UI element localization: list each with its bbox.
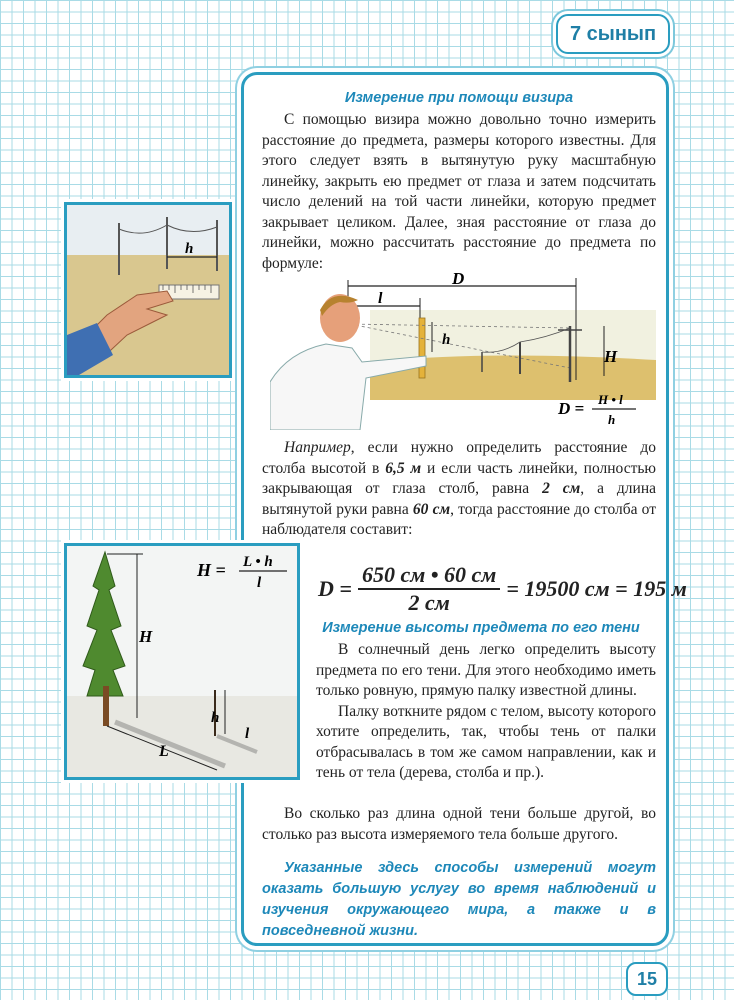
calc-lhs: D = bbox=[318, 576, 352, 601]
boy-formula-den: h bbox=[608, 412, 616, 427]
example-paragraph bbox=[262, 438, 656, 541]
calc-fraction bbox=[358, 562, 500, 616]
figure-boy-sighting bbox=[270, 270, 656, 430]
ruler-label-h: h bbox=[185, 241, 194, 257]
tree-formula-num: L • h bbox=[243, 554, 273, 570]
figure-ruler-frame bbox=[64, 202, 232, 378]
sight-paragraph: С помощью визира можно довольно точно измерить расстояние до предмета, размеры которого известны. Для этого следует взять в вытянутую руку масштабную линейку, закрыть ею предмет от глаза и затем подсчитать число делений на той части линейки, которую предмет закрывает целиком. Далее, зная расстояние от глаза до линейки, можно рассчитать расстояние до предмета по формуле: bbox=[262, 111, 656, 272]
example-part: 2 см bbox=[542, 480, 581, 497]
grade-badge bbox=[556, 14, 670, 54]
section-paragraph-sight bbox=[262, 110, 656, 274]
boy-label-h: h bbox=[442, 332, 451, 348]
example-text-1: , если нужно определить расстояние до столба высотой в bbox=[262, 439, 656, 477]
boy-label-D: D bbox=[452, 270, 465, 288]
example-height: 6,5 м bbox=[385, 459, 422, 477]
page-number-label: 15 bbox=[636, 968, 658, 989]
conclusion-text bbox=[262, 858, 656, 942]
section-heading-shadow: Измерение высоты предмета по его тени bbox=[322, 620, 640, 636]
calc-denominator: 2 см bbox=[408, 590, 450, 615]
tree-label-h: h bbox=[211, 710, 220, 726]
example-lead: Например bbox=[284, 439, 351, 456]
example-text-4: , тогда расстояние до столба от наблюдателя составит: bbox=[262, 500, 656, 538]
tree-label-L: L bbox=[159, 743, 169, 760]
calc-numerator: 650 см • 60 см bbox=[358, 562, 500, 590]
conclusion-paragraph: Указанные здесь способы измерений могут оказать большую услугу во время наблюдений и изучения окружающего мира, а также и в повседневной жизни. bbox=[262, 860, 656, 939]
tree-label-l: l bbox=[245, 726, 250, 742]
figure-tree-frame bbox=[64, 543, 300, 780]
tree-formula-lhs: H = bbox=[197, 560, 226, 580]
section-paragraphs-shadow bbox=[316, 640, 656, 784]
grade-label: 7 сынып bbox=[569, 22, 657, 45]
example-text-3: , а длина вытянутой руки равна bbox=[262, 480, 656, 518]
example-text-2: и если часть линейки, полностью закрывающая от глаза столб, равна bbox=[262, 459, 656, 497]
boy-label-l: l bbox=[378, 290, 383, 307]
distance-calculation bbox=[318, 562, 687, 616]
tree-formula-den: l bbox=[257, 575, 262, 591]
figure-ruler-illustration bbox=[67, 205, 229, 375]
boy-label-H: H bbox=[604, 347, 618, 366]
shadow-paragraph-2: Палку воткните рядом с телом, высоту которого хотите определить, так, чтобы тень от палки отбрасывалась в том же самом направлении, как и тень от тела (дерева, столба и пр.). bbox=[316, 702, 656, 781]
page-number bbox=[626, 962, 668, 996]
section-paragraph-ratio bbox=[262, 804, 656, 845]
shadow-paragraph-1: В солнечный день легко определить высоту предмета по его тени. Для этого необходимо иметь только ровную, прямую палку известной длины. bbox=[316, 641, 656, 699]
tree-label-H: H bbox=[139, 627, 153, 646]
boy-formula-num: H • l bbox=[598, 392, 623, 407]
boy-formula-lhs: D = bbox=[558, 399, 585, 418]
section-heading-sight: Измерение при помощи визира bbox=[344, 90, 574, 106]
shadow-paragraph-3: Во сколько раз длина одной тени больше другой, во столько раз высота измеряемого тела больше другого. bbox=[262, 805, 656, 843]
example-arm: 60 см bbox=[412, 500, 451, 518]
calc-result: = 19500 см = 195 м bbox=[506, 576, 687, 601]
figure-tree-illustration bbox=[67, 546, 297, 777]
